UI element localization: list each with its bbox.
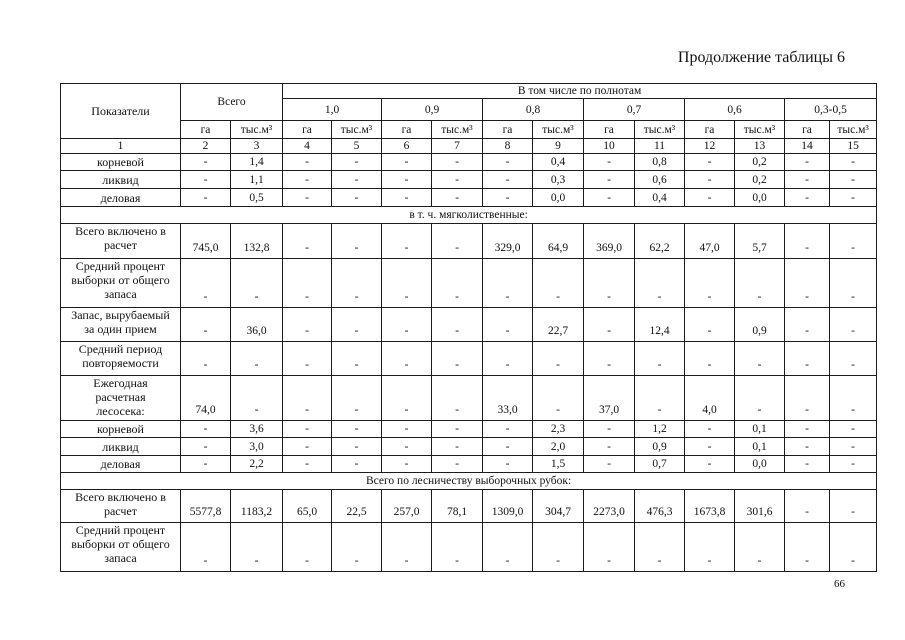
header-density-0-3-0-5: 0,3-0,5 <box>785 99 877 121</box>
value-cell-ha: - <box>785 438 830 456</box>
value-cell-ha: - <box>283 259 332 308</box>
value-cell-thousand-m3: - <box>830 456 877 473</box>
value-cell-ha: - <box>785 154 830 171</box>
value-cell-thousand-m3: - <box>332 421 382 438</box>
value-cell-ha: - <box>785 224 830 259</box>
column-number: 13 <box>735 139 785 154</box>
value-cell-ha: - <box>685 189 735 207</box>
value-cell-ha: - <box>382 308 432 342</box>
header-indicator: Показатели <box>61 84 181 139</box>
header-unit-ha: га <box>785 121 830 139</box>
value-cell-thousand-m3: 22,7 <box>533 308 584 342</box>
value-cell-thousand-m3: - <box>830 259 877 308</box>
value-cell-ha: 33,0 <box>483 376 533 421</box>
column-number: 15 <box>830 139 877 154</box>
page-number: 66 <box>834 578 845 590</box>
value-cell-ha: - <box>283 421 332 438</box>
value-cell-thousand-m3: - <box>332 342 382 376</box>
value-cell-ha: - <box>483 259 533 308</box>
indicator-label <box>61 154 181 171</box>
value-cell-thousand-m3: - <box>830 171 877 189</box>
value-cell-ha: 65,0 <box>283 490 332 523</box>
indicator-label-line: Средний процент <box>75 259 166 273</box>
section-row <box>61 473 877 490</box>
value-cell-ha: - <box>181 456 231 473</box>
value-cell-ha: - <box>483 171 533 189</box>
value-cell-ha: - <box>785 523 830 572</box>
indicator-label <box>61 523 181 572</box>
value-cell-ha: - <box>483 456 533 473</box>
header-unit-thousand-m3: тыс.м³ <box>635 121 685 139</box>
value-cell-ha: - <box>785 376 830 421</box>
value-cell-thousand-m3: - <box>635 259 685 308</box>
value-cell-thousand-m3: - <box>735 259 785 308</box>
header-row-groups <box>61 84 877 99</box>
table-row <box>61 456 877 473</box>
value-cell-ha: 47,0 <box>685 224 735 259</box>
value-cell-ha: - <box>685 421 735 438</box>
value-cell-ha: - <box>483 154 533 171</box>
value-cell-ha: 745,0 <box>181 224 231 259</box>
value-cell-thousand-m3: - <box>432 342 483 376</box>
header-unit-ha: га <box>685 121 735 139</box>
value-cell-ha: - <box>483 523 533 572</box>
value-cell-thousand-m3: - <box>332 224 382 259</box>
value-cell-thousand-m3: - <box>432 259 483 308</box>
value-cell-thousand-m3: 0,0 <box>735 189 785 207</box>
column-number: 11 <box>635 139 685 154</box>
value-cell-thousand-m3: 1,1 <box>231 171 283 189</box>
value-cell-thousand-m3: 0,7 <box>635 456 685 473</box>
value-cell-thousand-m3: 64,9 <box>533 224 584 259</box>
table-row <box>61 438 877 456</box>
indicator-label <box>61 438 181 456</box>
value-cell-thousand-m3: 1,4 <box>231 154 283 171</box>
indicator-label-line: повторяемости <box>82 356 159 370</box>
value-cell-thousand-m3: - <box>735 376 785 421</box>
indicator-label-line: деловая <box>100 190 141 205</box>
value-cell-thousand-m3: - <box>432 421 483 438</box>
value-cell-ha: - <box>685 154 735 171</box>
value-cell-thousand-m3: - <box>332 523 382 572</box>
value-cell-ha: - <box>283 438 332 456</box>
value-cell-thousand-m3: 1,2 <box>635 421 685 438</box>
column-number: 7 <box>432 139 483 154</box>
table-row <box>61 421 877 438</box>
value-cell-ha: - <box>785 490 830 523</box>
value-cell-ha: - <box>483 421 533 438</box>
value-cell-thousand-m3: 22,5 <box>332 490 382 523</box>
indicator-label <box>61 224 181 259</box>
value-cell-thousand-m3: - <box>231 259 283 308</box>
indicator-label-line: деловая <box>100 457 141 471</box>
indicator-label-line: расчетная <box>95 390 146 404</box>
value-cell-thousand-m3: 0,9 <box>635 438 685 456</box>
value-cell-thousand-m3: - <box>635 342 685 376</box>
header-unit-ha: га <box>584 121 635 139</box>
value-cell-ha: - <box>382 224 432 259</box>
value-cell-ha: - <box>785 171 830 189</box>
value-cell-ha: - <box>785 189 830 207</box>
value-cell-ha: - <box>382 154 432 171</box>
value-cell-thousand-m3: 12,4 <box>635 308 685 342</box>
value-cell-thousand-m3: - <box>830 154 877 171</box>
header-unit-thousand-m3: тыс.м³ <box>231 121 283 139</box>
value-cell-thousand-m3: - <box>332 171 382 189</box>
table-body <box>61 154 877 572</box>
header-density-1-0: 1,0 <box>283 99 382 121</box>
value-cell-ha: - <box>584 438 635 456</box>
value-cell-thousand-m3: 2,3 <box>533 421 584 438</box>
value-cell-thousand-m3: 78,1 <box>432 490 483 523</box>
table-continuation-caption: Продолжение таблицы 6 <box>677 49 845 66</box>
value-cell-thousand-m3: - <box>332 189 382 207</box>
value-cell-ha: - <box>685 171 735 189</box>
indicator-label-line: ликвид <box>102 172 139 187</box>
value-cell-ha: - <box>382 189 432 207</box>
value-cell-thousand-m3: - <box>231 376 283 421</box>
indicator-label-line: Запас, вырубаемый <box>71 308 170 322</box>
value-cell-ha: - <box>382 421 432 438</box>
value-cell-thousand-m3: - <box>432 523 483 572</box>
value-cell-ha: - <box>685 456 735 473</box>
value-cell-thousand-m3: - <box>830 438 877 456</box>
table-row <box>61 189 877 207</box>
value-cell-thousand-m3: 0,5 <box>231 189 283 207</box>
value-cell-ha: - <box>382 171 432 189</box>
value-cell-thousand-m3: - <box>432 171 483 189</box>
value-cell-ha: - <box>483 189 533 207</box>
value-cell-thousand-m3: 0,4 <box>635 189 685 207</box>
header-total: Всего <box>181 84 283 121</box>
column-number: 1 <box>61 139 181 154</box>
value-cell-thousand-m3: - <box>332 376 382 421</box>
indicator-label-line: Ежегодная <box>93 376 148 390</box>
indicator-label-line: Средний период <box>78 342 163 356</box>
value-cell-ha: - <box>584 154 635 171</box>
value-cell-ha: - <box>685 523 735 572</box>
value-cell-thousand-m3: - <box>533 523 584 572</box>
value-cell-ha: 1309,0 <box>483 490 533 523</box>
value-cell-thousand-m3: - <box>432 224 483 259</box>
value-cell-ha: - <box>382 523 432 572</box>
value-cell-ha: - <box>181 189 231 207</box>
value-cell-ha: - <box>785 342 830 376</box>
value-cell-thousand-m3: 304,7 <box>533 490 584 523</box>
header-unit-thousand-m3: тыс.м³ <box>830 121 877 139</box>
indicator-label <box>61 171 181 189</box>
value-cell-thousand-m3: 0,2 <box>735 154 785 171</box>
value-cell-thousand-m3: 1183,2 <box>231 490 283 523</box>
value-cell-ha: 5577,8 <box>181 490 231 523</box>
value-cell-ha: - <box>382 456 432 473</box>
column-number: 12 <box>685 139 735 154</box>
value-cell-ha: - <box>181 342 231 376</box>
value-cell-ha: 1673,8 <box>685 490 735 523</box>
value-cell-thousand-m3: - <box>533 376 584 421</box>
value-cell-thousand-m3: - <box>432 376 483 421</box>
value-cell-ha: - <box>382 376 432 421</box>
value-cell-ha: - <box>483 438 533 456</box>
indicator-label-line: выборки от общего <box>71 273 170 287</box>
value-cell-thousand-m3: 3,6 <box>231 421 283 438</box>
column-number: 5 <box>332 139 382 154</box>
value-cell-ha: - <box>584 189 635 207</box>
table-header <box>61 84 877 154</box>
value-cell-ha: - <box>181 259 231 308</box>
indicator-label-line: Всего включено в <box>75 490 166 504</box>
table-row <box>61 523 877 572</box>
value-cell-thousand-m3: 2,2 <box>231 456 283 473</box>
indicator-label-line: расчет <box>103 238 138 252</box>
indicator-label-line: Всего включено в <box>75 224 166 238</box>
value-cell-ha: - <box>283 308 332 342</box>
value-cell-ha: - <box>382 438 432 456</box>
value-cell-ha: 4,0 <box>685 376 735 421</box>
indicator-label-line: за один прием <box>84 322 157 336</box>
value-cell-thousand-m3: - <box>432 438 483 456</box>
indicator-label-line: Средний процент <box>75 523 166 537</box>
indicator-label <box>61 342 181 376</box>
header-unit-ha: га <box>483 121 533 139</box>
value-cell-ha: - <box>785 308 830 342</box>
value-cell-ha: 329,0 <box>483 224 533 259</box>
header-row-column-numbers <box>61 139 877 154</box>
value-cell-ha: - <box>584 259 635 308</box>
header-unit-thousand-m3: тыс.м³ <box>735 121 785 139</box>
value-cell-thousand-m3: - <box>635 523 685 572</box>
indicator-label-line: ликвид <box>102 439 139 454</box>
value-cell-ha: - <box>685 308 735 342</box>
value-cell-ha: 369,0 <box>584 224 635 259</box>
value-cell-thousand-m3: 0,1 <box>735 421 785 438</box>
indicator-label <box>61 456 181 473</box>
value-cell-thousand-m3: 132,8 <box>231 224 283 259</box>
value-cell-thousand-m3: 1,5 <box>533 456 584 473</box>
value-cell-thousand-m3: - <box>830 308 877 342</box>
value-cell-thousand-m3: 0,9 <box>735 308 785 342</box>
header-unit-ha: га <box>181 121 231 139</box>
value-cell-thousand-m3: 0,6 <box>635 171 685 189</box>
indicator-label <box>61 490 181 523</box>
section-heading: в т. ч. мягколиственные: <box>61 207 877 224</box>
value-cell-ha: - <box>785 259 830 308</box>
value-cell-ha: - <box>181 421 231 438</box>
indicator-label <box>61 259 181 308</box>
value-cell-ha: - <box>584 171 635 189</box>
section-heading: Всего по лесничеству выборочных рубок: <box>61 473 877 490</box>
header-unit-ha: га <box>283 121 332 139</box>
indicator-label <box>61 421 181 438</box>
value-cell-ha: - <box>382 342 432 376</box>
value-cell-thousand-m3: 0,1 <box>735 438 785 456</box>
value-cell-thousand-m3: 3,0 <box>231 438 283 456</box>
value-cell-thousand-m3: - <box>735 523 785 572</box>
value-cell-ha: - <box>283 224 332 259</box>
value-cell-thousand-m3: - <box>830 189 877 207</box>
value-cell-ha: 2273,0 <box>584 490 635 523</box>
value-cell-thousand-m3: 5,7 <box>735 224 785 259</box>
indicator-label-line: расчет <box>103 504 138 518</box>
value-cell-thousand-m3: - <box>231 342 283 376</box>
section-row <box>61 207 877 224</box>
value-cell-ha: - <box>584 456 635 473</box>
indicator-label <box>61 308 181 342</box>
value-cell-thousand-m3: - <box>735 342 785 376</box>
value-cell-thousand-m3: - <box>830 523 877 572</box>
column-number: 3 <box>231 139 283 154</box>
header-density-0-8: 0,8 <box>483 99 584 121</box>
value-cell-thousand-m3: - <box>332 259 382 308</box>
table-row <box>61 224 877 259</box>
value-cell-ha: - <box>382 259 432 308</box>
table-row <box>61 376 877 421</box>
value-cell-thousand-m3: - <box>830 342 877 376</box>
header-including-by-density: В том числе по полнотам <box>283 84 877 99</box>
header-density-0-9: 0,9 <box>382 99 483 121</box>
table-row <box>61 259 877 308</box>
table-row <box>61 308 877 342</box>
column-number: 6 <box>382 139 432 154</box>
header-unit-thousand-m3: тыс.м³ <box>332 121 382 139</box>
column-number: 4 <box>283 139 332 154</box>
value-cell-ha: - <box>483 308 533 342</box>
column-number: 9 <box>533 139 584 154</box>
data-table <box>60 83 877 572</box>
value-cell-thousand-m3: - <box>432 189 483 207</box>
value-cell-ha: - <box>283 342 332 376</box>
value-cell-thousand-m3: 0,0 <box>735 456 785 473</box>
indicator-label <box>61 376 181 421</box>
value-cell-ha: - <box>181 523 231 572</box>
header-density-0-6: 0,6 <box>685 99 785 121</box>
header-unit-ha: га <box>382 121 432 139</box>
value-cell-ha: 74,0 <box>181 376 231 421</box>
value-cell-ha: - <box>584 421 635 438</box>
value-cell-thousand-m3: - <box>332 438 382 456</box>
value-cell-ha: - <box>181 154 231 171</box>
value-cell-ha: - <box>181 308 231 342</box>
value-cell-ha: - <box>685 438 735 456</box>
value-cell-ha: - <box>283 523 332 572</box>
value-cell-thousand-m3: 0,2 <box>735 171 785 189</box>
indicator-label-line: выборки от общего <box>71 537 170 551</box>
indicator-label-line: корневой <box>97 155 144 169</box>
column-number: 2 <box>181 139 231 154</box>
indicator-label-line: корневой <box>97 422 144 436</box>
value-cell-ha: - <box>685 342 735 376</box>
value-cell-ha: - <box>584 342 635 376</box>
column-number: 8 <box>483 139 533 154</box>
value-cell-thousand-m3: 62,2 <box>635 224 685 259</box>
value-cell-thousand-m3: - <box>432 308 483 342</box>
value-cell-thousand-m3: 0,0 <box>533 189 584 207</box>
value-cell-thousand-m3: - <box>231 523 283 572</box>
value-cell-ha: 37,0 <box>584 376 635 421</box>
value-cell-thousand-m3: - <box>533 259 584 308</box>
value-cell-ha: - <box>181 171 231 189</box>
value-cell-thousand-m3: - <box>332 154 382 171</box>
indicator-label-line: лесосека: <box>96 404 145 418</box>
value-cell-ha: - <box>181 438 231 456</box>
indicator-label <box>61 189 181 207</box>
table-row <box>61 342 877 376</box>
value-cell-ha: - <box>283 189 332 207</box>
value-cell-thousand-m3: 0,4 <box>533 154 584 171</box>
value-cell-thousand-m3: - <box>830 376 877 421</box>
value-cell-thousand-m3: 0,8 <box>635 154 685 171</box>
header-row-units <box>61 121 877 139</box>
value-cell-thousand-m3: 301,6 <box>735 490 785 523</box>
value-cell-ha: 257,0 <box>382 490 432 523</box>
value-cell-ha: - <box>283 456 332 473</box>
value-cell-thousand-m3: - <box>830 490 877 523</box>
value-cell-ha: - <box>785 421 830 438</box>
value-cell-ha: - <box>584 308 635 342</box>
value-cell-ha: - <box>785 456 830 473</box>
value-cell-thousand-m3: - <box>830 224 877 259</box>
header-density-0-7: 0,7 <box>584 99 685 121</box>
header-unit-thousand-m3: тыс.м³ <box>432 121 483 139</box>
table-row <box>61 171 877 189</box>
value-cell-thousand-m3: 2,0 <box>533 438 584 456</box>
indicator-label-line: запаса <box>104 551 137 565</box>
value-cell-thousand-m3: 476,3 <box>635 490 685 523</box>
value-cell-thousand-m3: 36,0 <box>231 308 283 342</box>
value-cell-thousand-m3: - <box>332 308 382 342</box>
value-cell-ha: - <box>283 376 332 421</box>
value-cell-ha: - <box>483 342 533 376</box>
indicator-label-line: запаса <box>104 287 137 301</box>
column-number: 14 <box>785 139 830 154</box>
value-cell-thousand-m3: - <box>635 376 685 421</box>
value-cell-ha: - <box>584 523 635 572</box>
value-cell-ha: - <box>685 259 735 308</box>
value-cell-ha: - <box>283 154 332 171</box>
value-cell-ha: - <box>283 171 332 189</box>
value-cell-thousand-m3: 0,3 <box>533 171 584 189</box>
column-number: 10 <box>584 139 635 154</box>
value-cell-thousand-m3: - <box>533 342 584 376</box>
table-row <box>61 154 877 171</box>
table-row <box>61 490 877 523</box>
value-cell-thousand-m3: - <box>432 154 483 171</box>
value-cell-thousand-m3: - <box>830 421 877 438</box>
header-unit-thousand-m3: тыс.м³ <box>533 121 584 139</box>
value-cell-thousand-m3: - <box>332 456 382 473</box>
value-cell-thousand-m3: - <box>432 456 483 473</box>
